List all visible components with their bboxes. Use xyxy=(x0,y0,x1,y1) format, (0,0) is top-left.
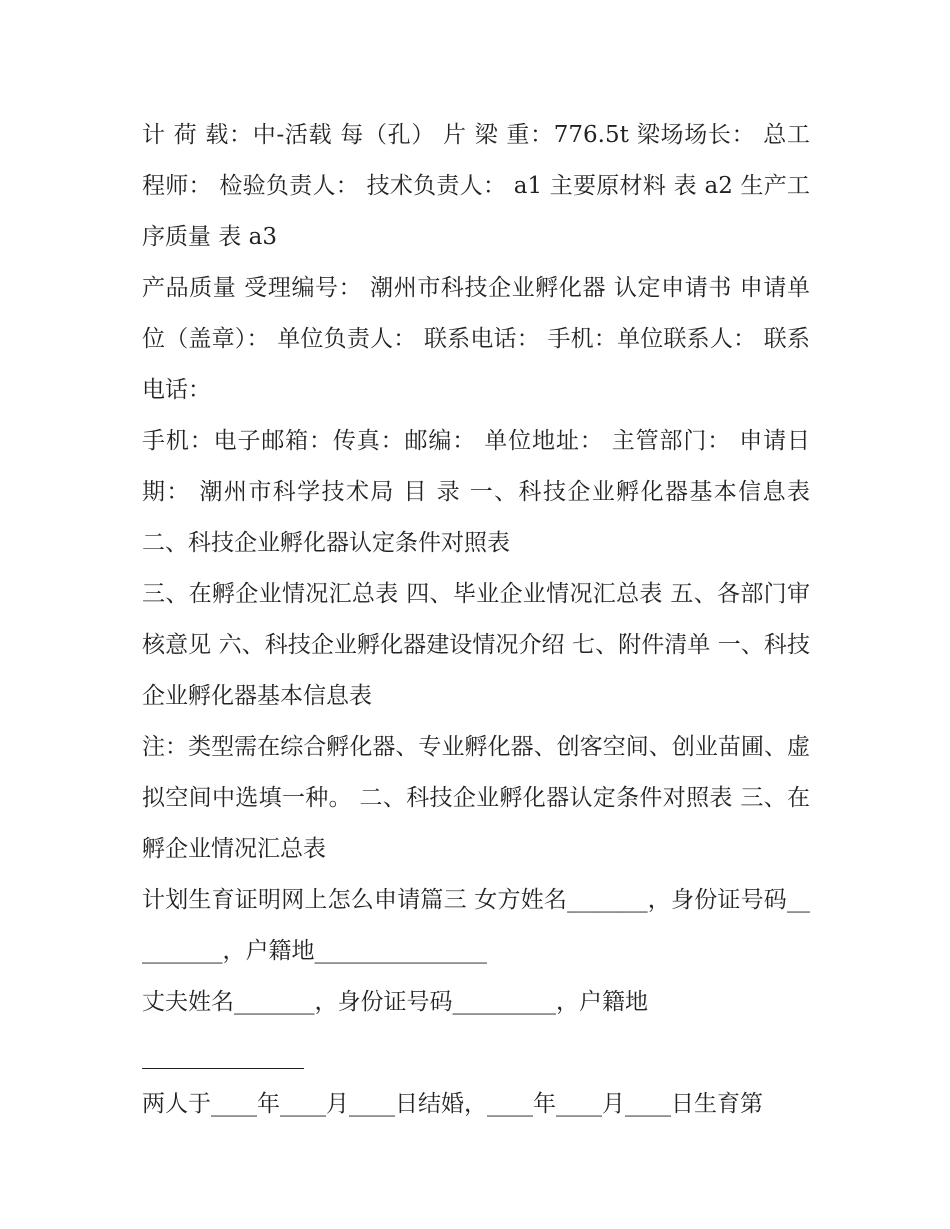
paragraph-1: 计 荷 载：中-活载 每（孔） 片 梁 重：776.5t 梁场场长： 总工程师： 检验负责人： 技术负责人： a1 主要原材料 表 a2 生产工序质量 表 a3 xyxy=(142,122,810,250)
paragraph-4: 三、在孵企业情况汇总表 四、毕业企业情况汇总表 五、各部门审核意见 六、科技企业孵化器建设情况介绍 七、附件清单 一、科技企业孵化器基本信息表 xyxy=(142,581,810,709)
paragraph-8: 两人于____年____月____日结婚，____年____月____日生育第 xyxy=(142,1091,763,1117)
paragraph-3: 手机：电子邮箱：传真：邮编： 单位地址： 主管部门： 申请日期： 潮州市科学技术局 目 录 一、科技企业孵化器基本信息表 二、科技企业孵化器认定条件对照表 xyxy=(142,428,810,556)
document-body xyxy=(142,110,810,1130)
paragraph-6: 计划生育证明网上怎么申请篇三 女方姓名_______，身份证号码_________，户籍地_______________ xyxy=(142,887,810,964)
blank-underline xyxy=(142,1028,304,1079)
paragraph-5: 注：类型需在综合孵化器、专业孵化器、创客空间、创业苗圃、虚拟空间中选填一种。 二、科技企业孵化器认定条件对照表 三、在孵企业情况汇总表 xyxy=(142,734,810,862)
paragraph-7: 丈夫姓名_______，身份证号码_________，户籍地 xyxy=(142,989,648,1015)
paragraph-2: 产品质量 受理编号： 潮州市科技企业孵化器 认定申请书 申请单位（盖章）： 单位负责人： 联系电话： 手机：单位联系人： 联系电话： xyxy=(142,275,810,403)
